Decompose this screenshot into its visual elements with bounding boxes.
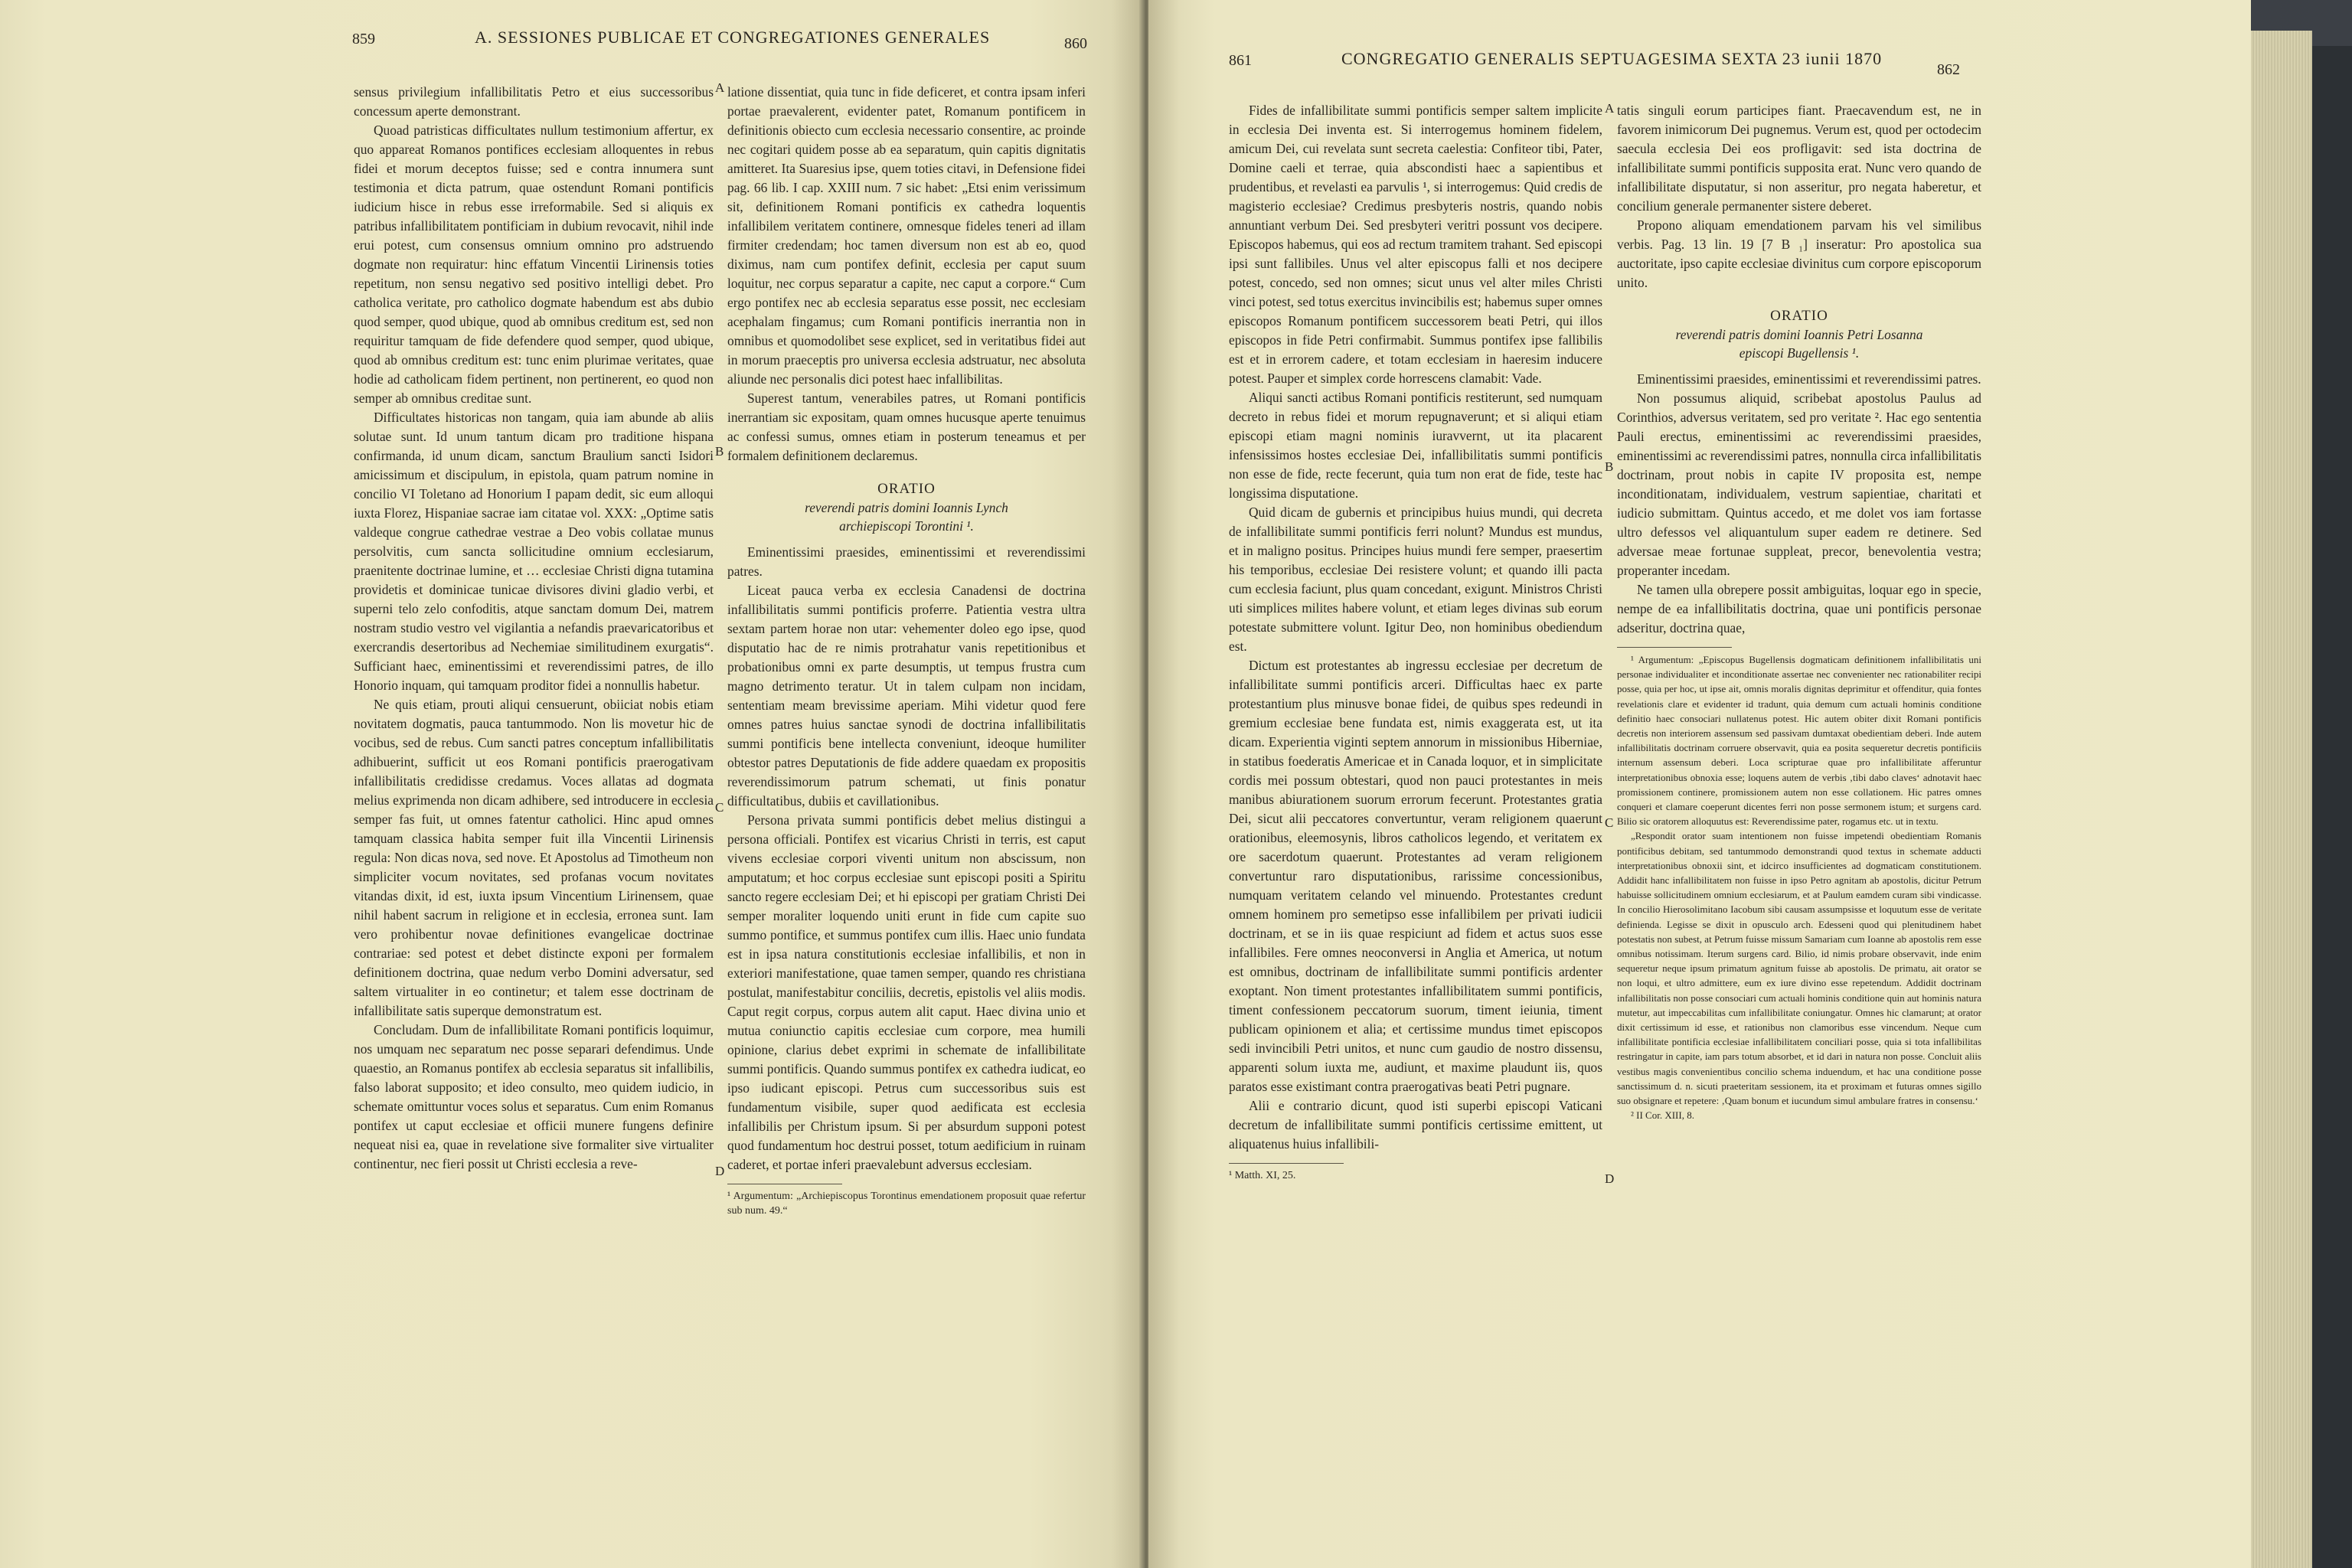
paragraph: tatis singuli eorum participes fiant. Praecavendum est, ne in favorem inimicorum Dei pugnemus. Verum est, quod per octodecim saecula ecclesia Dei eos profligavit: sed ista doctrina de infallibilitate summi pontificis supposita erat. Nunc vero quando de infallibilitate disputatur, si non asseritur, pro negata haberetur, et concilium generale permanenter sistere deberet. <box>1617 103 1981 214</box>
oratio-heading: ORATIO <box>1770 308 1828 324</box>
background-edge <box>2312 46 2352 1568</box>
footnote: ¹ Matth. XI, 25. <box>1229 1170 1296 1181</box>
page-number: 859 <box>352 31 375 47</box>
paragraph: Eminentissimi praesides, eminentissimi et reverendissimi patres. <box>1637 371 1981 387</box>
page-number: 860 <box>1064 35 1087 52</box>
text-column-2 <box>1617 101 1981 1123</box>
footnotes <box>1617 652 1981 1123</box>
paragraph: Ne tamen ulla obrepere possit ambiguitas, loquar ego in specie, nempe de ea infallibilitatis doctrina, quae uni pontificis personae adseritur, doctrina quae, <box>1617 582 1981 635</box>
text-column-1 <box>354 83 714 1174</box>
text-column-2 <box>727 83 1086 1218</box>
paragraph: Non possumus aliquid, scribebat apostolus Paulus ad Corinthios, adversus veritatem, sed pro veritate ². Hac ego sententia Pauli erectus, eminentissimi ac reverendissimi praesides, eminentissimi ac reverendissimi patres, nonnulla circa infallibilitatis doctrinam, prout nobis in capite IV proposita est, nempe inconditionatam, individualem, vestrum sapientiae, charitati et iudicio submittam. Quintus accedo, et me dolet vos iam fortasse ultro defessos vel aliquantulum super eadem re detinere. Sed adversae meae fortunae suppleat, precor, benevolentia vestra; properanter incedam. <box>1617 390 1981 578</box>
paragraph: Persona privata summi pontificis debet melius distingui a persona officiali. Pontifex est vicarius Christi in terris, est caput vivens ecclesiae corpori viventi unitum non abscissum, non amputatum; et hoc corpus ecclesiae sunt episcopi positi a Spiritu sancto regere ecclesiam Dei; et hi episcopi per gratiam Christi Dei semper moraliter loquendo uniti erunt in fide cum capite suo summo pontifice, et summus pontifex cum illis. Haec unio fundata est in ipsa natura constitutionis ecclesiae infallibilis, et non in exteriori manifestatione, quae tamen semper, quando res christiana postulat, manifestabitur conciliis, decretis, epistolis vel aliis modis. Caput regit corpus, corpus autem alit caput. Haec divina unio et mutua coniunctio capitis ecclesiae cum corpore, mea humili opinione, clarius debet exprimi in schemate de infallibilitate summi pontificis. Quando summus pontifex ex cathedra iudicat, eo ipso iudicant episcopi. Petrus cum successoribus suis est fundamentum visibile, super quod aedificata est ecclesia infallibilis per Christum ipsum. Si per absurdum supponi potest quod fundamentum hoc destrui posset, totum aedificium in ruinam caderet, et portae inferi praevalebunt adversus ecclesiam. <box>727 812 1086 1172</box>
footnote-rule <box>1617 647 1732 648</box>
paragraph: latione dissentiat, quia tunc in fide deficeret, et contra ipsam inferi portae praevalerent, evidenter patet, Romanum pontificem in definitionis obiecto cum ecclesia necessario consentire, ac proinde nec cogitari quidem posse ab ea separatum, quin capitis dignitatis amitteret. Ita Suaresius ipse, quem toties citavi, in Defensione fidei pag. 66 lib. I cap. XXIII num. 7 sic habet: „Etsi enim verissimum sit, definitionem Romani pontificis ex cathedra loquentis infallibilem veritatem continere, omnesque fideles teneri ad illam firmiter credendam; hoc tamen diversum non est ab eo, quod diximus, nam cum pontifex definit, ecclesia per caput suum loquitur, nec corpus separatur a capite, nec caput a corpore.“ Cum ergo pontifex nec ab ecclesia separatus esse possit, nec ecclesiam acephalam fingamus; cum Romani pontificis inerrantia non in omnibus et quomodolibet sese explicet, sed in veritatibus fidei aut in morum praeceptis pro universa ecclesia adstruatur, nec absoluta aliunde nec personalis dici potest haec infallibilitas. <box>727 84 1086 387</box>
margin-letter: B <box>715 444 724 459</box>
paragraph: Eminentissimi praesides, eminentissimi et reverendissimi patres. <box>727 544 1086 579</box>
margin-letter: D <box>1605 1171 1615 1186</box>
running-head: A. SESSIONES PUBLICAE ET CONGREGATIONES GENERALES <box>475 28 991 47</box>
paragraph: Propono aliquam emendationem parvam his vel similibus verbis. Pag. 13 lin. 19 [7 B ₁] inseratur: Pro apostolica sua auctoritate, ipso capite ecclesiae divinitus cum corpore episcoporum unito. <box>1617 217 1981 290</box>
left-page <box>0 0 1142 1568</box>
paragraph: Superest tantum, venerabiles patres, ut Romani pontificis inerrantiam sic expositam, quam omnes hucusque aperte tenuimus ac confessi sumus, omnes etiam in posterum teneamus et per formalem definitionem declaremus. <box>727 390 1086 463</box>
paragraph: Concludam. Dum de infallibilitate Romani pontificis loquimur, nos umquam nec separatum nec posse separari defendimus. Unde quaestio, an Romanus pontifex ab ecclesia separatus sit infallibilis, falso laborat supposito; et ideo consulto, meo quidem iudicio, in schemate omittuntur voces solus et separatus. Cum enim Romanus pontifex ut caput ecclesiae et officii munere fungens definire nequeat nisi ea, quae in revelatione sive formaliter sive virtualiter continentur, nec fieri possit ut Christi ecclesia a reve- <box>354 1022 714 1171</box>
paragraph: Ne quis etiam, prouti aliqui censuerunt, obiiciat nobis etiam novitatem dogmatis, pauca tantummodo. Non lis movetur hic de vocibus, sed de rebus. Cum sancti patres conceptum infallibilitatis adhibuerint, sufficit ut eos Romani pontificis praerogativam infallibilitatis credidisse credamus. Voces allatas ad dogmata melius exprimenda non dicam adhibere, sed introducere in ecclesia semper fas fuit, ut omnes fatentur catholici. Hinc apud omnes tamquam classica habita semper fuit illa Vincentii Lirinensis regula: Non dicas nova, sed nove. Et Apostolus ad Timotheum non simpliciter vocum novitates, sed profanas vocum novitates vitandas dixit, id est, iuxta ipsum Vincentium Lirinensem, quae nihil habent sacrum in religione et in ecclesia, erronea sunt. Iam vero prohibentur novae definitiones evangelicae doctrinae contrariae: sed potest et debet distincte exponi per formalem definitionem doctrina, quae nedum verbo Domini adversatur, sed saltem virtualiter in eo continetur; et talem esse doctrinam de infallibilitate satis superque demonstratum est. <box>354 697 714 1018</box>
footnote-rule <box>1229 1163 1344 1164</box>
margin-letter: A <box>715 80 725 95</box>
paragraph: sensus privilegium infallibilitatis Petro et eius successoribus concessum aperte demonstrant. <box>354 84 714 119</box>
page-shade <box>1148 0 1179 1568</box>
paragraph: Difficultates historicas non tangam, quia iam abunde ab aliis solutae sunt. Id unum tantum dicam pro traditione hispana confirmanda, id unum dicam, sanctum Braulium sancti Isidori amicissimum et discipulum, in epistola, quam patrum nomine in concilio VI Toletano ad Honorium I papam dedit, sic eum alloqui iuxta Florez, Hispaniae sacrae iam citatae vol. XXX: „Optime satis valdeque congrue cathedrae vestrae a Deo vobis collatae munus persolvitis, cum sancta sollicitudine omnium ecclesiarum, praenitente doctrinae lumine, et … ecclesiae Christi digna tutamina providetis et dominicae tunicae divisores divini gladio verbi, et superni telo zelo confoditis, atque sanctam domum Dei, matrem nostram studio vestro vel vigilantia a nefandis praevaricatoribus et exercrandis desertoribus ad Nechemiae similitudinem exurgatis“. Sufficiant haec, eminentissimi et reverendissimi patres, de illo Honorio inquam, qui tamquam proditor fidei a nonnullis habetur. <box>354 410 714 693</box>
oratio-subtitle-line: archiepiscopi Torontini ¹. <box>839 518 974 534</box>
oratio-heading: ORATIO <box>877 481 936 497</box>
paragraph: Quid dicam de gubernis et principibus huius mundi, qui decreta de infallibilitate summi pontificis ferri nolunt? Mundus est mundus, et in maligno positus. Principes huius mundi fere semper, praesertim his temporibus, ecclesiae Dei resistere volunt; et quando illi pacta cum ecclesia faciunt, plus quam concedant, exigunt. Ministros Christi uti simplices milites habere volunt, et etiam leges divinas sub eorum potestate submittere volunt. Igitur Deo, non hominibus obediendum est. <box>1229 505 1602 654</box>
paragraph: Alii e contrario dicunt, quod isti superbi episcopi Vaticani decretum de infallibilitate summi pontificis certissime emittent, ut aliquatenus huius infallibili- <box>1229 1098 1602 1152</box>
oratio-subtitle <box>727 498 1086 535</box>
text-column-1 <box>1229 101 1602 1183</box>
paragraph: Quoad patristicas difficultates nullum testimonium affertur, ex quo appareat Romanos pontifices ecclesiam alloquentes in rebus fidei et morum deceptos fuisse; sed e contra innumera sunt testimonia et dicta patrum, quae ostendunt Romani pontificis iudicium hisce in rebus esse irreformabile. Sed si aliquis ex patribus infallibilitatem pontificiam in dubium revocavit, nihil inde erui potest, cum consensus omnium omnino pro adstruendo dogmate non requiratur: hinc effatum Vincentii Lirinensis toties repetitum, non sensu negativo sed positivo intelligi debet. Pro catholica veritate, pro catholico dogmate habendum est abs dubio quod semper, quod ubique, quod ab omnibus creditum est, sed non requiritur tamquam de fide defendere quod semper, quod ubique, quod ab omnibus creditum est: tunc enim plurimae veritates, quae hodie ad catholicam fidem pertinent, non pertinerent, eo quod non semper ab omnibus creditae sunt. <box>354 122 714 406</box>
margin-letter: D <box>715 1164 725 1178</box>
margin-letter: C <box>715 800 724 815</box>
paragraph: Fides de infallibilitate summi pontificis semper saltem implicite in ecclesia Dei inventa est. Si interrogemus hominem fidelem, amicum Dei, cui revelata sunt secreta caelestia: Confiteor tibi, Pater, Domine caeli et terrae, quia abscondisti haec a sapientibus et prudentibus, et revelasti ea parvulis ¹, si interrogemus: Quid credis de magisterio ecclesiae? Credimus presbyteris nostris, quando nobis annuntiant verbum Dei. Sed presbyteri veritri possunt vos decipere. Episcopos habemus, qui eos ad rectum tramitem trahant. Sed episcopi ipsi sunt fallibiles. Unus vel alter episcopus falli et nos decipere potest, concedo, sed non omnes; sicut unus vel alter miles Christi vinci potest, sed totus exercitus invincibilis est; habemus super omnes episcopos Romanum pontificem successorem beati Petri, qui illos episcopos in fide Petri confirmabit. Summus pontifex ipse fallibilis est et in errorem cadere, et totam ecclesiam in haeresim inducere potest. Pauper et simplex corde horrescens clamabit: Vade. <box>1229 103 1602 386</box>
margin-letter: C <box>1605 815 1614 830</box>
footnote: ¹ Argumentum: „Archiepiscopus Torontinus emendationem proposuit quae refertur sub num. 49.“ <box>727 1191 1086 1217</box>
right-page <box>1148 0 2251 1568</box>
page-shade <box>1112 0 1142 1568</box>
margin-letter: A <box>1605 101 1615 116</box>
oratio-subtitle-line: reverendi patris domini Ioannis Petri Losanna <box>1675 327 1923 342</box>
margin-letter: B <box>1605 459 1614 474</box>
oratio-subtitle <box>1617 325 1981 362</box>
oratio-subtitle-line: reverendi patris domini Ioannis Lynch <box>805 500 1008 515</box>
paragraph: Liceat pauca verba ex ecclesia Canadensi de doctrina infallibilitatis summi pontificis proferre. Patientia vestra ultra sextam partem horae non utar: vehementer doleo ego ipse, quod disputatio hac de re nimis protrahatur vanis repetitionibus et probationibus omni ex parte desumptis, ut tempus frustra cum magno detrimento teratur. Ut in talem culpam non incidam, sententiam meam brevissime aperiam. Mihi videtur quod fere omnes patres huius sanctae synodi de doctrina infallibilitatis summi pontificis bene intellecta conveniunt, ideoque humiliter obtestor patres Deputationis de fide addere quaedam ex propositis reverendissimorum patrum schemati, ut finis ponatur difficultatibus, dubiis et cavillationibus. <box>727 583 1086 808</box>
page-number: 861 <box>1229 52 1252 69</box>
oratio-subtitle-line: episcopi Bugellensis ¹. <box>1739 345 1860 361</box>
page-edges <box>2251 31 2312 1568</box>
footnote: „Respondit orator suam intentionem non fuisse impetendi obedientiam Romanis pontificibus debitam, sed tantummodo demonstrandi quod textus in schemate adducti interpretationibus obnoxii sint, et idcirco insufficientes ad dogmaticam constitutionem. Addidit hanc infallibilitatem non fuisse in ipso Petro agnitam ab apostolis, dicitur Petrum habuisse sollicitudinem omnium ecclesiarum, et at Paulum eamdem curam sibi vindicasse. In concilio Hierosolimitano Iacobum sibi causam assumpsisse et loquutum esse de veritate definienda. Legisse se dixit in opusculo arch. Edesseni quod qui plenitudinem habet potestatis non subest, at Petrum fuisse missum Samariam cum Ioanne ab apostolis rem esse omnibus notissimam. Iterum surgens card. Bilio, id nimis probare observavit, inde enim sequeretur neque ipsum primatum agnitum fuisse ab apostolis. De primatu, ait orator se non loqui, et ultro admittere, eum ex iure divino esse repetendum. Addidit doctrinam infallibilitatis non posse consociari cum actuali hominis conditione quin aut hominis natura mutetur, aut impeccabilitas cum infallibilitate coniungatur. Omnes hic clamarunt; at orator dixit certissimum id esse, et rationibus non clamoribus esse vincendum. Neque cum infallibilitate pontificia ecclesiae infallibilitatem conciliari posse, quia si tota infallibilitas restringatur in capite, iam pars totum absorbet, et id dari in natura non posse. Concluit aliis vestibus magis convenientibus concilio schema induendum, et hac una conditione posse sanctissimum d. n. sicuti praeteritam sessionem, ita et proximam et futuras omnes sigillo suo obsignare et repetere: ‚Quam bonum et iucundum simul ambulare fratres in consensu.‘ <box>1617 830 1981 1107</box>
running-head: CONGREGATIO GENERALIS SEPTUAGESIMA SEXTA 23 iunii 1870 <box>1341 49 1883 68</box>
footnote: ¹ Argumentum: „Episcopus Bugellensis dogmaticam definitionem infallibilitatis uni personae individualiter et inconditionate assertae nec convenienter nec rationabiliter recipi posse, quia per hoc, ut ipse ait, omnis moralis dignitas deprimitur et offenditur, quia fontes revelationis clare et evidenter id tradunt, quia demum cum actuali hominis conditione definitio haec consociari nullatenus potest. Hic autem obiter dixit Romani pontificis decretis non interiorem assensum sed passivam dumtaxat obedientiam deberi. Inde autem infallibilitatis doctrinam corruere observavit, quia ea posita sequeretur decretis pontificiis internum assensum deberi. Loca scripturae quae pro infallibilitate afferuntur interpretationibus obnoxia esse; loquens autem de verbis ‚tibi dabo claves‘ adnotavit haec promissionem continere, promissionem autem non esse collationem. Hic patres omnes conqueri et clamare coeperunt dicentes ferri non posse sermonem istum; et surgens card. Bilio sic oratorem alloquutus est: Reverendissime pater, rogamus etc. ut in textu. <box>1617 654 1981 828</box>
paragraph: Dictum est protestantes ab ingressu ecclesiae per decretum de infallibilitate summi pontificis arceri. Difficultas haec ex parte protestantium plus minusve bonae fidei, de quibus spes redeundi in gremium ecclesiae bene fundata est, nimis exaggerata est, ut ita dicam. Experientia viginti septem annorum in missionibus Hiberniae, in statibus foederatis Americae et in Canada loquor, et in simplicitate cordis mei possum obtestari, quod non pauci protestantes in meis manibus abiurationem suorum errorum fecerunt. Protestantes gratia Dei, sicut alii peccatores convertuntur, veram religionem quaerunt orationibus, eleemosynis, libros catholicos legendo, et veritatem ex ore sacerdotum quaerunt. Protestantes ad veram religionem convertuntur raro disputationibus, rarissime concessionibus, numquam veritatem celando vel minuendo. Protestantes credunt omnem hominem pro semetipso esse infallibilem per privati iudicii doctrinam, et se in iis quae respiciunt ad fidem et actus suos esse infallibiles. Fere omnes neoconversi in Anglia et America, ut notum est omnibus, doctrinam de infallibilitate summi pontificis ardenter exoptant. Non timent protestantes infallibilitatem summi pontificis, timent confessionem peccatorum suorum, timent ieiunia, timent publicam opinionem et alia; et certissime mundus timet episcopos sedi invincibili Petri unitos, et nunc cum gaudio de nostro dissensu, apparenti solum iuxta me, audiunt, et maxime plaudunt iis, quos paratos esse existimant contra praerogativas beati Petri pugnare. <box>1229 658 1602 1094</box>
paragraph: Aliqui sancti actibus Romani pontificis restiterunt, sed numquam decreto in rebus fidei et morum repugnaverunt; et si aliqui etiam episcopi etiam magni nominis iuravvernt, ut ita placarent infensissimos hostes ecclesiae Dei, infallibilitatis summi pontificis non esse de fide, recte fecerunt, quia tum non erat de fide, teste hac longissima disputatione. <box>1229 390 1602 501</box>
page-number: 862 <box>1937 61 1960 78</box>
footnote: ² II Cor. XIII, 8. <box>1631 1109 1694 1122</box>
